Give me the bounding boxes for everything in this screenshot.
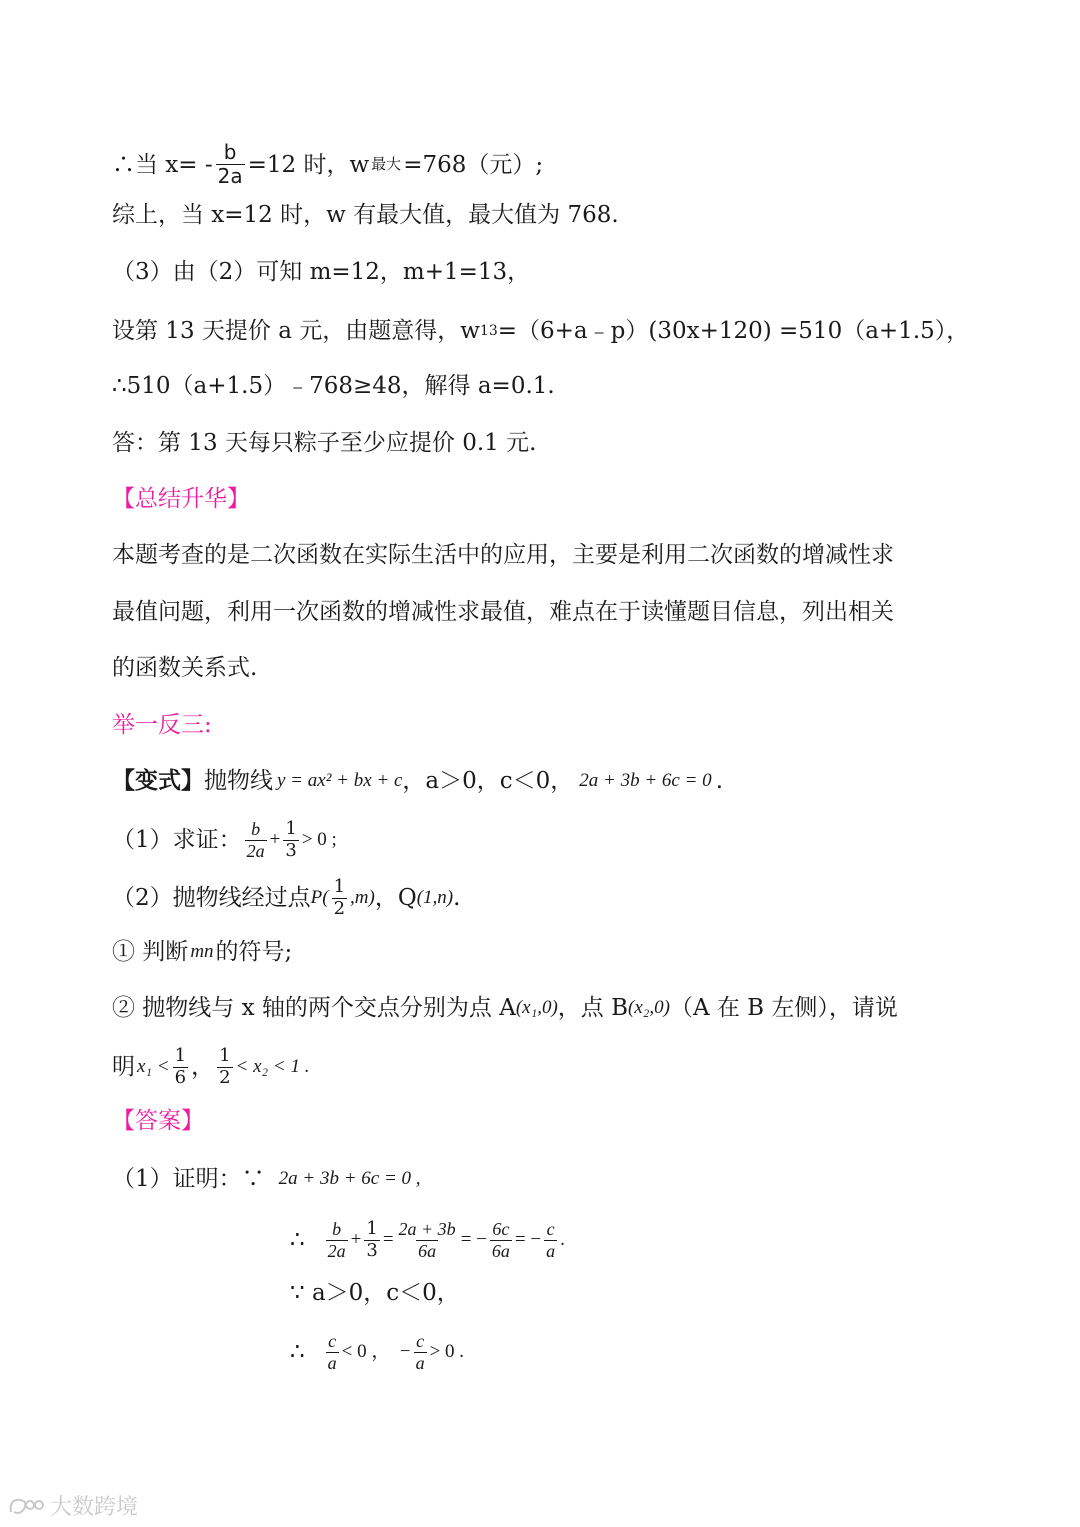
- solution-line-1: [112, 142, 543, 187]
- numerator: c: [328, 1331, 337, 1351]
- solution-line-3: （3）由（2）可知 m=12，m+1=13，: [112, 259, 531, 285]
- summary-paragraph-line-2: 最值问题，利用一次函数的增减性求最值，难点在于读懂题目信息，列出相关: [112, 599, 894, 625]
- denominator: 2: [333, 897, 346, 919]
- answer-line-4: [290, 1332, 464, 1373]
- math-segment: x₁ <: [137, 1056, 170, 1078]
- text-segment: 的符号;: [215, 939, 293, 965]
- watermark: [8, 1490, 138, 1521]
- equation: y = ax² + bx + c: [277, 770, 403, 791]
- fraction: [397, 1220, 458, 1261]
- text-segment: ∴当 x= -: [112, 151, 213, 178]
- numerator: 1: [285, 818, 297, 839]
- answer-heading: 【答案】: [112, 1108, 204, 1134]
- text-segment: =12 时，w: [247, 151, 370, 178]
- text-segment: （1）证明：∵: [112, 1166, 265, 1192]
- equation: 2a + 3b + 6c = 0 ,: [278, 1168, 421, 1189]
- fraction: [332, 878, 347, 919]
- math-segment: (1,n): [416, 887, 454, 909]
- text-segment: （2）抛物线经过点: [112, 885, 311, 912]
- summary-heading: 【总结升华】: [112, 486, 250, 512]
- math-segment: < x₂ < 1 .: [235, 1056, 310, 1078]
- fraction: [414, 1332, 427, 1373]
- summary-paragraph-line-3: 的函数关系式.: [112, 655, 258, 681]
- operator: +: [269, 829, 281, 851]
- text-segment: > 0 ;: [301, 829, 337, 851]
- operator: +: [350, 1229, 362, 1251]
- text-segment: ，: [191, 1054, 215, 1081]
- fraction: [490, 1220, 512, 1261]
- answer-line-2: [290, 1220, 565, 1261]
- therefore-symbol: ∴: [290, 1227, 305, 1254]
- text-segment: .: [560, 1229, 565, 1251]
- text-segment: =（6+a﹣p）(30x+120) =510（a+1.5），: [497, 318, 970, 344]
- text-segment: ，a＞0，c＜0，: [402, 768, 574, 794]
- fraction: [326, 1332, 339, 1373]
- numerator: c: [546, 1219, 555, 1239]
- operator: =: [382, 1229, 394, 1251]
- numerator: 1: [366, 1218, 378, 1239]
- watermark-text: 大数跨境: [50, 1495, 139, 1520]
- solution-line-5: ∴510（a+1.5）﹣768≥48，解得 a=0.1.: [112, 373, 555, 399]
- text-segment: 抛物线: [204, 768, 273, 794]
- text-segment: 设第 13 天提价 a 元，由题意得，w: [112, 318, 480, 344]
- denominator: 3: [366, 1239, 378, 1261]
- text-segment: （A 在 B 左侧），请说: [669, 995, 898, 1021]
- numerator: b: [251, 819, 261, 839]
- text-segment: ，点 B: [557, 995, 628, 1021]
- numerator: 1: [174, 1045, 187, 1066]
- text-segment: ② 抛物线与 x 轴的两个交点分别为点 A: [112, 995, 516, 1021]
- math-segment: (x₂,0): [628, 997, 670, 1018]
- denominator: 6: [174, 1066, 187, 1088]
- watermark-logo-icon: [8, 1495, 46, 1517]
- numerator: b: [223, 140, 237, 164]
- variant-label: 【变式】: [112, 767, 204, 794]
- fraction: [216, 142, 245, 187]
- fraction: [217, 1047, 232, 1088]
- denominator: 6a: [418, 1240, 437, 1261]
- denominator: 3: [285, 839, 297, 861]
- denominator: 2a: [217, 164, 243, 188]
- denominator: a: [546, 1240, 556, 1261]
- operator: = −: [460, 1229, 487, 1251]
- answer-line-1: [112, 1164, 421, 1194]
- text-segment: ① 判断: [112, 939, 189, 965]
- practice-heading: 举一反三:: [112, 712, 212, 738]
- numerator: 1: [333, 876, 346, 897]
- text-segment: =768（元）;: [403, 151, 544, 178]
- math-segment: P(: [310, 887, 329, 909]
- text-segment: ，Q: [374, 885, 417, 912]
- math-segment: mn: [190, 941, 214, 962]
- numerator: 1: [219, 1045, 231, 1066]
- text-segment: 明: [112, 1054, 135, 1081]
- equation: 2a + 3b + 6c = 0: [579, 770, 712, 791]
- fraction: [544, 1220, 557, 1261]
- solution-line-6: 答：第 13 天每只粽子至少应提价 0.1 元.: [112, 430, 537, 456]
- denominator: 2: [219, 1066, 231, 1088]
- sub-question-1: [112, 937, 292, 967]
- fraction: [364, 1220, 379, 1261]
- numerator: 2a + 3b: [398, 1219, 456, 1239]
- text-segment: （1）求证：: [112, 827, 242, 854]
- fraction: [245, 820, 267, 861]
- numerator: c: [416, 1331, 425, 1351]
- denominator: a: [415, 1352, 425, 1373]
- math-segment: (x₁,0): [515, 997, 558, 1018]
- numerator: b: [332, 1219, 342, 1239]
- solution-line-4: [112, 316, 969, 346]
- solution-line-2: 综上，当 x=12 时，w 有最大值，最大值为 768.: [112, 202, 619, 228]
- subscript: 最大: [371, 155, 402, 173]
- answer-line-3: ∵ a＞0，c＜0，: [290, 1280, 460, 1306]
- fraction: [173, 1047, 188, 1088]
- operator: = −: [514, 1229, 542, 1251]
- denominator: 2a: [327, 1240, 346, 1261]
- text-segment: .: [453, 885, 461, 912]
- variant-line: 【变式】 抛物线 y = ax² + bx + c ，a＞0，c＜0， 2a + 3b + 6c = 0 .: [112, 767, 723, 794]
- denominator: 6a: [491, 1240, 510, 1261]
- question-1: [112, 820, 337, 861]
- therefore-symbol: ∴: [290, 1339, 305, 1366]
- sub-question-2: [112, 993, 898, 1023]
- subscript: 13: [479, 323, 498, 339]
- text-segment: < 0 ， −: [341, 1341, 411, 1363]
- fraction: [283, 820, 298, 861]
- denominator: 2a: [246, 840, 265, 861]
- fraction: [326, 1220, 348, 1261]
- text-segment: > 0 .: [429, 1341, 465, 1363]
- math-segment: ,m): [350, 887, 375, 909]
- question-2: [112, 878, 460, 919]
- sub-question-2-continued: [112, 1047, 309, 1088]
- numerator: 6c: [492, 1219, 510, 1239]
- summary-paragraph-line-1: 本题考查的是二次函数在实际生活中的应用，主要是利用二次函数的增减性求: [112, 542, 894, 568]
- denominator: a: [327, 1352, 337, 1373]
